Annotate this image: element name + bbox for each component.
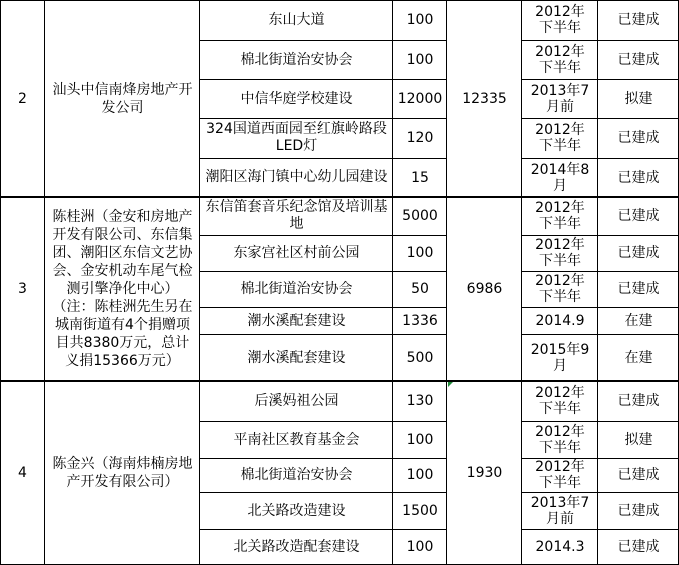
project-status-cell-text: 已建成 <box>617 12 660 28</box>
project-amount-cell-text: 15 <box>411 169 429 186</box>
project-status-cell-text: 已建成 <box>617 130 660 146</box>
project-time-cell[interactable] <box>522 421 598 458</box>
project-name-cell-text: 北关路改造配套建设 <box>233 539 360 555</box>
project-status-cell-text: 已建成 <box>617 208 660 224</box>
project-name-cell-text: 潮水溪配套建设 <box>247 312 346 329</box>
project-status-cell[interactable] <box>598 0 679 40</box>
project-amount-cell-text: 5000 <box>402 208 438 224</box>
project-amount-cell-text: 100 <box>406 467 434 483</box>
project-amount-cell-text: 130 <box>406 393 434 409</box>
row-divider <box>200 158 447 159</box>
row-divider <box>522 118 679 119</box>
column-divider <box>597 0 598 565</box>
row-divider <box>522 158 679 159</box>
project-name-cell[interactable] <box>200 381 393 421</box>
project-status-cell-text: 已建成 <box>617 169 660 186</box>
project-time-cell[interactable] <box>522 381 598 421</box>
group-divider <box>0 0 679 1</box>
project-time-cell[interactable] <box>522 197 598 235</box>
total-amount-cell[interactable] <box>447 0 522 197</box>
project-amount-cell[interactable] <box>393 334 447 381</box>
total-amount-cell[interactable] <box>447 197 522 381</box>
project-time-cell[interactable] <box>522 40 598 79</box>
row-divider <box>200 79 447 80</box>
project-amount-cell-text: 50 <box>411 281 429 297</box>
row-number-cell-text: 2 <box>18 90 27 107</box>
project-status-cell-text: 已建成 <box>617 502 660 519</box>
total-amount-cell[interactable] <box>447 381 522 565</box>
project-amount-cell[interactable] <box>393 307 447 334</box>
project-amount-cell-text: 100 <box>406 431 434 448</box>
project-amount-cell[interactable] <box>393 158 447 197</box>
project-time-cell[interactable] <box>522 158 598 197</box>
project-amount-cell-text: 500 <box>406 349 434 366</box>
project-amount-cell[interactable] <box>393 79 447 118</box>
project-name-cell[interactable] <box>200 458 393 492</box>
project-time-cell[interactable] <box>522 79 598 118</box>
row-divider <box>522 235 679 236</box>
project-amount-cell[interactable] <box>393 40 447 79</box>
project-time-cell-text: 2012年下半年 <box>535 273 585 305</box>
project-time-cell-text: 2012年下半年 <box>535 385 585 417</box>
row-divider <box>200 492 447 493</box>
project-name-cell-text: 东山大道 <box>268 12 325 28</box>
row-divider <box>200 40 447 41</box>
column-divider <box>392 0 393 565</box>
row-divider <box>522 421 679 422</box>
column-divider <box>0 0 1 565</box>
column-divider <box>521 0 522 565</box>
project-name-cell-text: 东信笛套音乐纪念馆及培训基地 <box>205 199 388 232</box>
donor-cell-text: 陈桂洲（金安和房地产开发有限公司、东信集团、潮阳区东信文艺协会、金安机动车尾气检测引擎净化中心）（注：陈桂洲先生另在城南街道有4个捐赠项目共8380万元，总计义捐15366万元） <box>52 209 193 369</box>
project-time-cell[interactable] <box>522 334 598 381</box>
project-time-cell[interactable] <box>522 235 598 271</box>
group-divider <box>0 197 679 198</box>
project-amount-cell[interactable] <box>393 492 447 529</box>
row-divider <box>200 235 447 236</box>
row-number-cell-text: 4 <box>18 465 27 481</box>
project-status-cell-text: 拟建 <box>624 90 653 107</box>
project-amount-cell-text: 100 <box>406 245 434 261</box>
project-name-cell[interactable] <box>200 271 393 307</box>
column-divider <box>44 0 45 565</box>
project-time-cell[interactable] <box>522 492 598 529</box>
project-status-cell[interactable] <box>598 492 679 529</box>
project-name-cell-text: 平南社区教育基金会 <box>233 431 360 448</box>
row-divider <box>522 40 679 41</box>
project-status-cell-text: 已建成 <box>617 393 660 409</box>
project-name-cell[interactable] <box>200 235 393 271</box>
project-status-cell[interactable] <box>598 118 679 158</box>
project-amount-cell-text: 100 <box>406 12 434 28</box>
project-time-cell[interactable] <box>522 307 598 334</box>
project-time-cell[interactable] <box>522 271 598 307</box>
project-name-cell-text: 中信华庭学校建设 <box>240 90 353 107</box>
row-divider <box>200 118 447 119</box>
donor-cell[interactable] <box>45 197 200 381</box>
project-name-cell[interactable] <box>200 118 393 158</box>
project-time-cell-text: 2012年下半年 <box>535 122 585 154</box>
project-time-cell[interactable] <box>522 0 598 40</box>
project-time-cell[interactable] <box>522 118 598 158</box>
row-divider <box>522 334 679 335</box>
project-status-cell[interactable] <box>598 529 679 565</box>
project-time-cell-text: 2012年下半年 <box>535 423 585 456</box>
project-time-cell-text: 2012年下半年 <box>535 237 585 269</box>
row-divider <box>522 458 679 459</box>
project-amount-cell-text: 1500 <box>402 502 438 519</box>
project-time-cell-text: 2014.3 <box>535 539 585 555</box>
project-time-cell-text: 2012年下半年 <box>535 4 585 36</box>
project-name-cell-text: 潮阳区海门镇中心幼儿园建设 <box>205 169 388 185</box>
project-name-cell-text: 棉北街道治安协会 <box>240 51 353 68</box>
project-amount-cell-text: 100 <box>406 51 434 68</box>
project-status-cell-text: 已建成 <box>617 467 660 483</box>
project-name-cell[interactable] <box>200 40 393 79</box>
row-divider <box>522 492 679 493</box>
project-amount-cell-text: 1336 <box>402 312 438 329</box>
total-amount-cell-text: 1930 <box>466 465 503 481</box>
project-name-cell[interactable] <box>200 421 393 458</box>
group-divider <box>0 381 679 382</box>
project-amount-cell-text: 12000 <box>397 90 443 107</box>
project-name-cell-text: 北关路改造建设 <box>247 502 346 519</box>
project-amount-cell[interactable] <box>393 458 447 492</box>
project-time-cell-text: 2013年7月前 <box>530 494 590 527</box>
column-divider <box>199 0 200 565</box>
project-status-cell[interactable] <box>598 458 679 492</box>
project-name-cell-text: 324国道西面园至红旗岭路段LED灯 <box>206 121 387 154</box>
project-status-cell[interactable] <box>598 421 679 458</box>
project-time-cell-text: 2012年下半年 <box>535 200 585 232</box>
donor-cell[interactable] <box>45 0 200 197</box>
total-amount-cell-text: 12335 <box>462 90 507 107</box>
row-divider <box>200 529 447 530</box>
project-status-cell-text: 在建 <box>624 349 653 366</box>
project-amount-cell[interactable] <box>393 235 447 271</box>
project-amount-cell-text: 120 <box>406 130 434 146</box>
project-name-cell[interactable] <box>200 79 393 118</box>
project-status-cell[interactable] <box>598 79 679 118</box>
project-time-cell-text: 2012年下半年 <box>535 459 585 491</box>
project-time-cell-text: 2014年8月 <box>530 161 590 194</box>
row-number-cell[interactable] <box>0 381 45 565</box>
project-time-cell[interactable] <box>522 529 598 565</box>
project-status-cell-text: 已建成 <box>617 539 660 555</box>
project-name-cell[interactable] <box>200 529 393 565</box>
project-amount-cell[interactable] <box>393 197 447 235</box>
project-amount-cell[interactable] <box>393 271 447 307</box>
project-name-cell[interactable] <box>200 307 393 334</box>
project-status-cell[interactable] <box>598 334 679 381</box>
project-amount-cell[interactable] <box>393 0 447 40</box>
project-name-cell[interactable] <box>200 158 393 197</box>
row-divider <box>200 421 447 422</box>
row-divider <box>200 334 447 335</box>
project-amount-cell[interactable] <box>393 529 447 565</box>
project-status-cell-text: 在建 <box>624 312 653 329</box>
project-status-cell-text: 已建成 <box>617 281 660 297</box>
project-name-cell-text: 东家宫社区村前公园 <box>233 245 360 261</box>
project-status-cell-text: 已建成 <box>617 245 660 261</box>
donor-cell-text: 陈金兴（海南炜楠房地产开发有限公司） <box>52 456 193 490</box>
project-status-cell-text: 已建成 <box>617 51 660 68</box>
project-name-cell-text: 棉北街道治安协会 <box>240 467 353 483</box>
project-status-cell[interactable] <box>598 381 679 421</box>
project-amount-cell-text: 100 <box>406 539 434 555</box>
row-divider <box>200 458 447 459</box>
project-name-cell[interactable] <box>200 197 393 235</box>
project-status-cell[interactable] <box>598 307 679 334</box>
project-status-cell[interactable] <box>598 158 679 197</box>
project-time-cell[interactable] <box>522 458 598 492</box>
project-time-cell-text: 2013年7月前 <box>530 82 590 115</box>
column-divider <box>446 0 447 565</box>
project-status-cell[interactable] <box>598 197 679 235</box>
project-time-cell-text: 2015年9月 <box>530 341 590 374</box>
total-amount-cell-text: 6986 <box>466 281 503 297</box>
project-name-cell-text: 棉北街道治安协会 <box>240 281 353 297</box>
row-divider <box>522 79 679 80</box>
project-name-cell[interactable] <box>200 492 393 529</box>
donor-cell[interactable] <box>45 381 200 565</box>
row-number-cell[interactable] <box>0 197 45 381</box>
row-divider <box>522 529 679 530</box>
cell-comment-marker <box>448 382 453 387</box>
project-name-cell[interactable] <box>200 0 393 40</box>
project-name-cell-text: 潮水溪配套建设 <box>247 349 346 366</box>
project-amount-cell[interactable] <box>393 118 447 158</box>
project-status-cell[interactable] <box>598 235 679 271</box>
project-name-cell[interactable] <box>200 334 393 381</box>
row-divider <box>200 307 447 308</box>
row-divider <box>200 271 447 272</box>
project-time-cell-text: 2012年下半年 <box>535 43 585 76</box>
row-number-cell-text: 3 <box>18 281 27 297</box>
project-status-cell[interactable] <box>598 271 679 307</box>
row-divider <box>522 271 679 272</box>
project-status-cell[interactable] <box>598 40 679 79</box>
donor-cell-text: 汕头中信南烽房地产开发公司 <box>52 81 193 116</box>
project-amount-cell[interactable] <box>393 421 447 458</box>
project-time-cell-text: 2014.9 <box>535 312 585 329</box>
row-divider <box>522 307 679 308</box>
row-number-cell[interactable] <box>0 0 45 197</box>
project-amount-cell[interactable] <box>393 381 447 421</box>
project-status-cell-text: 拟建 <box>624 431 653 448</box>
project-name-cell-text: 后溪妈祖公园 <box>254 393 339 409</box>
